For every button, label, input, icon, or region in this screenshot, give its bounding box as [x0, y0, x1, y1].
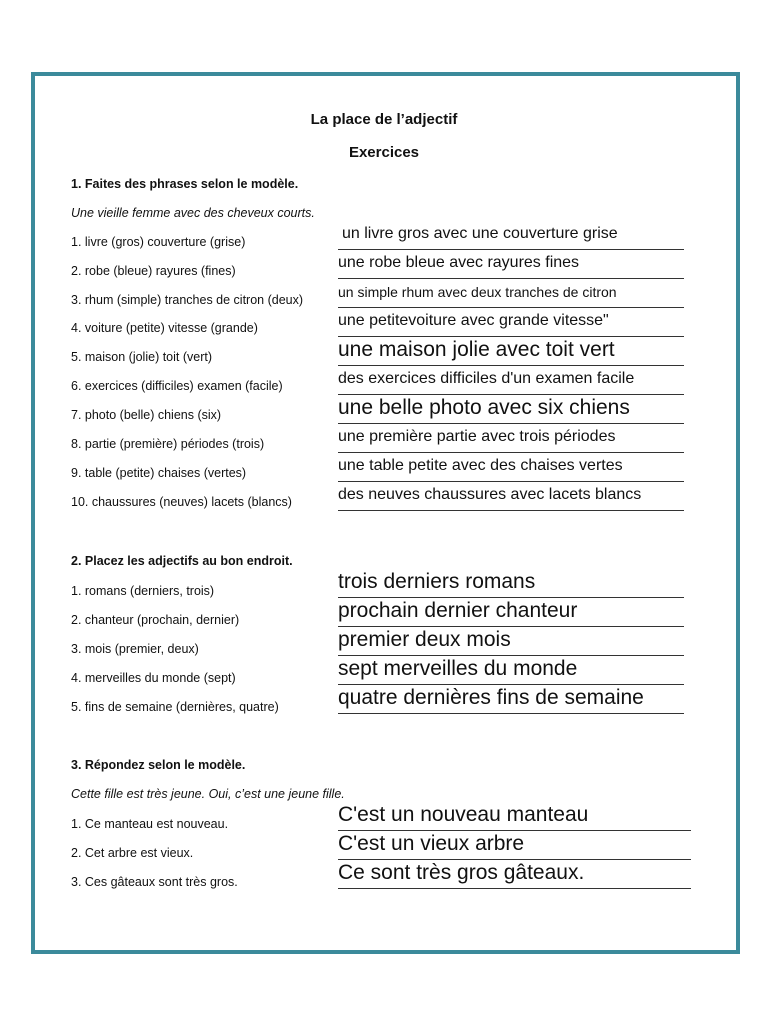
exercise-prompt: 3. mois (premier, deux) — [71, 642, 199, 656]
answer-line — [338, 626, 684, 627]
handwritten-answer: une robe bleue avec rayures fines — [338, 254, 580, 271]
section-3-heading: 3. Répondez selon le modèle. — [71, 758, 246, 772]
handwritten-answer: prochain dernier chanteur — [338, 599, 578, 622]
section-3-model: Cette fille est très jeune. Oui, c’est une jeune fille. — [71, 787, 345, 801]
exercise-prompt: 4. merveilles du monde (sept) — [71, 671, 236, 685]
exercise-prompt: 2. Cet arbre est vieux. — [71, 846, 194, 860]
handwritten-answer: une belle photo avec six chiens — [338, 396, 630, 419]
exercise-prompt: 3. Ces gâteaux sont très gros. — [71, 875, 238, 889]
handwritten-answer: une maison jolie avec toit vert — [338, 338, 615, 361]
section-2-heading: 2. Placez les adjectifs au bon endroit. — [71, 554, 293, 568]
answer-line — [338, 307, 684, 308]
handwritten-answer: C'est un vieux arbre — [338, 832, 525, 855]
exercise-prompt: 2. robe (bleue) rayures (fines) — [71, 264, 236, 278]
page-title: La place de l’adjectif — [310, 111, 458, 128]
answer-line — [338, 684, 684, 685]
exercise-prompt: 10. chaussures (neuves) lacets (blancs) — [71, 495, 292, 509]
handwritten-answer: premier deux mois — [338, 628, 511, 651]
answer-line — [338, 249, 684, 250]
handwritten-answer: des exercices difficiles d'un examen facile — [338, 370, 635, 387]
exercise-prompt: 1. livre (gros) couverture (grise) — [71, 235, 246, 249]
exercise-prompt: 8. partie (première) périodes (trois) — [71, 437, 265, 451]
answer-line — [338, 859, 691, 860]
answer-line — [338, 278, 684, 279]
handwritten-answer: sept merveilles du monde — [338, 657, 578, 680]
exercise-prompt: 6. exercices (difficiles) examen (facile) — [71, 379, 283, 393]
answer-line — [338, 394, 684, 395]
answer-line — [338, 713, 684, 714]
handwritten-answer: une première partie avec trois périodes — [338, 428, 616, 445]
answer-line — [338, 830, 691, 831]
handwritten-answer: quatre dernières fins de semaine — [338, 686, 644, 709]
exercise-prompt: 9. table (petite) chaises (vertes) — [71, 466, 247, 480]
answer-line — [338, 452, 684, 453]
exercise-prompt: 5. maison (jolie) toit (vert) — [71, 350, 213, 364]
handwritten-answer: une table petite avec des chaises vertes — [338, 457, 623, 474]
handwritten-answer: Ce sont très gros gâteaux. — [338, 861, 585, 884]
handwritten-answer: un simple rhum avec deux tranches de citron — [338, 284, 617, 300]
exercise-prompt: 5. fins de semaine (dernières, quatre) — [71, 700, 279, 714]
handwritten-answer: C'est un nouveau manteau — [338, 803, 589, 826]
page-subtitle: Exercices — [348, 144, 420, 161]
answer-line — [338, 655, 684, 656]
answer-line — [338, 510, 684, 511]
exercise-prompt: 3. rhum (simple) tranches de citron (deux) — [71, 293, 304, 307]
exercise-prompt: 1. romans (derniers, trois) — [71, 584, 215, 598]
handwritten-answer: une petitevoiture avec grande vitesse" — [338, 312, 609, 329]
answer-line — [338, 481, 684, 482]
handwritten-answer: un livre gros avec une couverture grise — [342, 225, 618, 242]
exercise-prompt: 1. Ce manteau est nouveau. — [71, 817, 229, 831]
handwritten-answer: des neuves chaussures avec lacets blancs — [338, 486, 642, 503]
handwritten-answer: trois derniers romans — [338, 570, 536, 593]
answer-line — [338, 365, 684, 366]
exercise-prompt: 2. chanteur (prochain, dernier) — [71, 613, 240, 627]
exercise-prompt: 4. voiture (petite) vitesse (grande) — [71, 321, 258, 335]
section-1-model: Une vieille femme avec des cheveux courts. — [71, 206, 315, 220]
answer-line — [338, 597, 684, 598]
answer-line — [338, 888, 691, 889]
exercise-prompt: 7. photo (belle) chiens (six) — [71, 408, 222, 422]
answer-line — [338, 423, 684, 424]
section-1-heading: 1. Faites des phrases selon le modèle. — [71, 177, 299, 191]
answer-line — [338, 336, 684, 337]
